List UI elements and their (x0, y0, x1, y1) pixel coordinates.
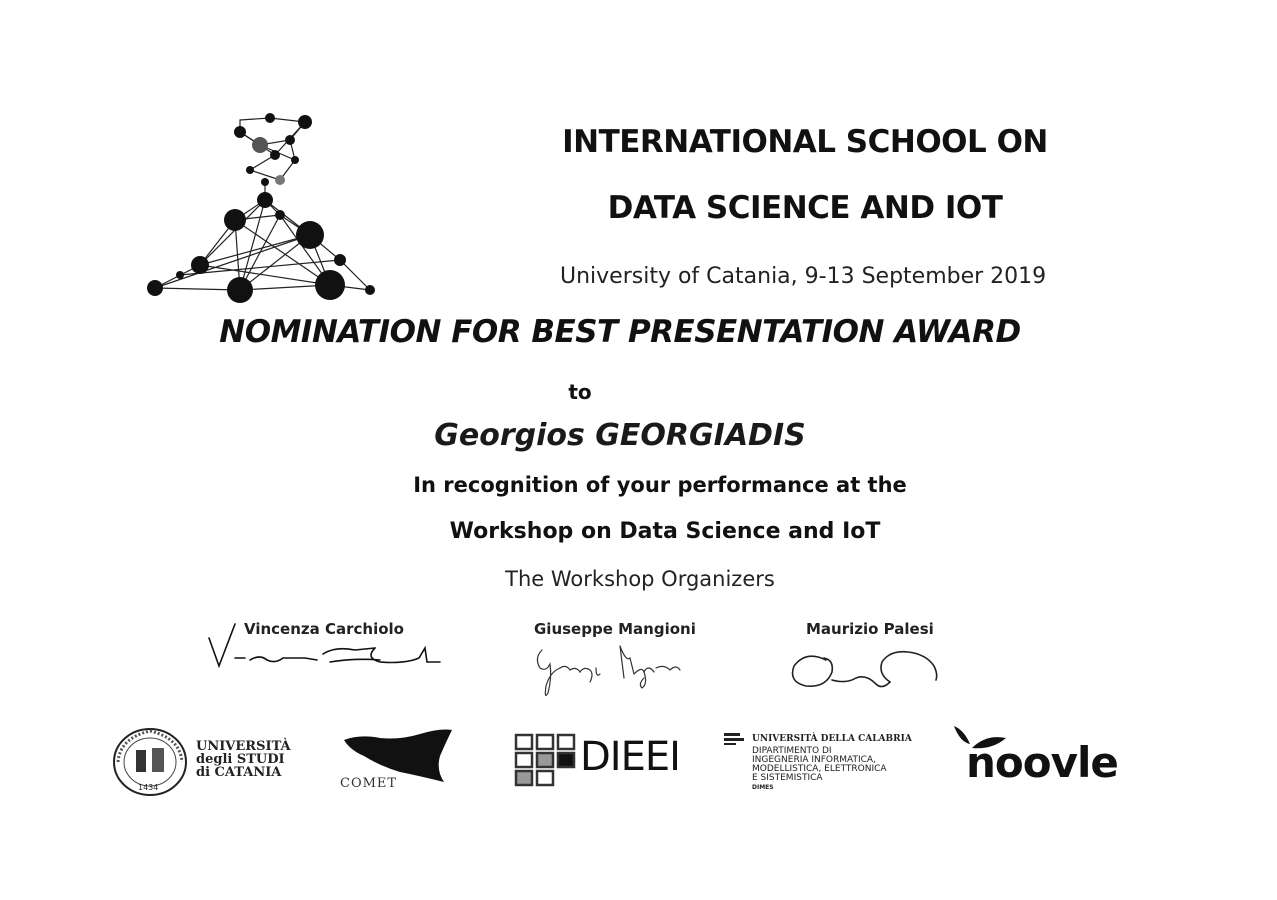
signatory-name: Giuseppe Mangioni (534, 620, 696, 638)
noovle-logo-text: noovle (966, 738, 1118, 787)
unical-logo-line1: DIPARTIMENTO DI (752, 746, 832, 756)
unict-seal-icon (110, 726, 190, 798)
signature-carchiolo (205, 618, 445, 673)
recipient-name: Georgios GEORGIADIS (434, 418, 806, 453)
to-label: to (568, 380, 592, 404)
unical-logo-line2: INGEGNERIA INFORMATICA, (752, 755, 876, 765)
unical-logo-head: UNIVERSITÀ DELLA CALABRIA (752, 734, 912, 744)
organizers-label: The Workshop Organizers (505, 567, 775, 591)
unical-mark-icon (724, 732, 748, 746)
dieei-grid-icon (514, 733, 578, 787)
unict-logo-line3: di CATANIA (196, 765, 282, 780)
award-heading: NOMINATION FOR BEST PRESENTATION AWARD (219, 314, 1021, 350)
signatory-name: Vincenza Carchiolo (244, 620, 404, 638)
unical-logo-line3: MODELLISTICA, ELETTRONICA (752, 764, 887, 774)
title-line-2: DATA SCIENCE AND IOT (607, 190, 1003, 226)
svg-text:1434: 1434 (138, 783, 159, 792)
unical-logo-line5: DIMES (752, 784, 774, 791)
unict-logo-line2: degli STUDI (196, 752, 285, 767)
recognition-text: In recognition of your performance at the (413, 473, 907, 497)
signature-palesi (786, 640, 946, 700)
unict-logo-line1: UNIVERSITÀ (196, 739, 291, 754)
title-line-1: INTERNATIONAL SCHOOL ON (562, 124, 1048, 160)
dieei-logo-text: DIEEI (580, 734, 680, 780)
comet-logo-text: COMET (340, 776, 398, 791)
unical-logo-line4: E SISTEMISTICA (752, 773, 823, 783)
school-network-logo (140, 110, 380, 305)
signatory-name: Maurizio Palesi (806, 620, 934, 638)
event-subtitle: University of Catania, 9-13 September 2019 (560, 264, 1047, 289)
workshop-name: Workshop on Data Science and IoT (449, 519, 881, 544)
signature-mangioni (530, 638, 690, 703)
